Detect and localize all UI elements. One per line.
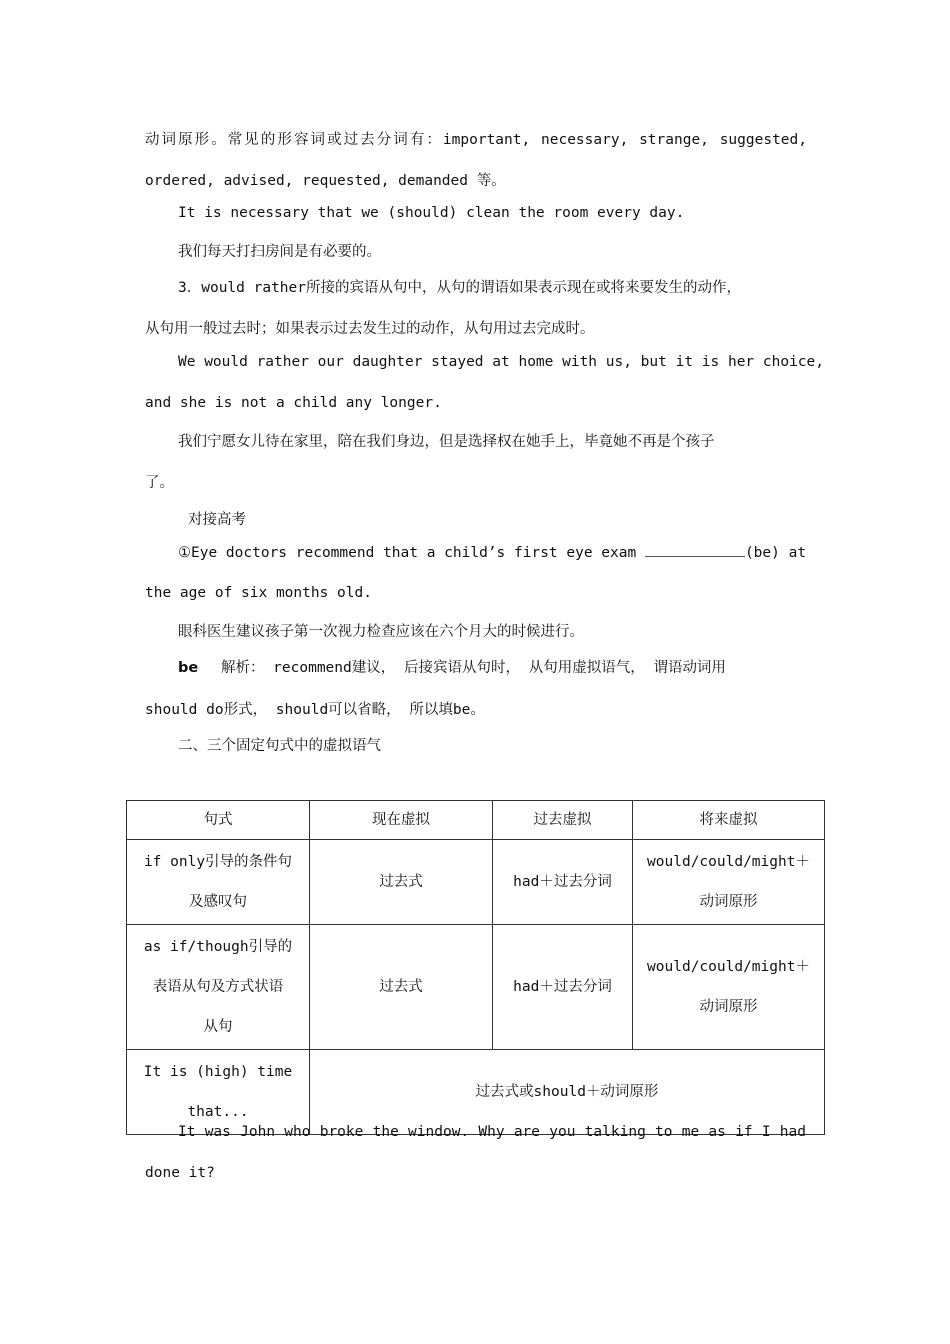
example-sentence-2-line-2: and she is not a child any longer. (145, 395, 442, 411)
cell-line: 从句 (203, 1019, 233, 1035)
cell-pattern (127, 1050, 310, 1135)
cell-past: had＋过去分词 (493, 840, 633, 925)
exercise-question-line-2: the age of six months old. (145, 585, 372, 601)
table-row (127, 840, 825, 925)
example-sentence-3-line-2: done it? (145, 1165, 215, 1181)
example-sentence-3-line-1: It was John who broke the window. Why are you talking to me as if I had (178, 1124, 806, 1140)
cell-line: that... (187, 1104, 249, 1120)
cell-line: as if/though引导的 (143, 939, 293, 955)
exercise-hint: (be) at (744, 545, 807, 561)
exercise-translation: 眼科医生建议孩子第一次视力检查应该在六个月大的时候进行。 (178, 624, 584, 640)
cell-line: 表语从句及方式状语 (152, 979, 284, 995)
cell-line: 动词原形 (699, 894, 758, 910)
cell-merged: 过去式或should＋动词原形 (310, 1050, 825, 1135)
exercise-answer: be (178, 660, 199, 676)
cell-line: would/could/might＋ (647, 854, 810, 870)
example-sentence-2-line-1: We would rather our daughter stayed at home with us, but it is her choice, (178, 354, 825, 370)
rule-3-line-1: 3．would rather所接的宾语从句中，从句的谓语如果表示现在或将来要发生的动作， (178, 280, 741, 296)
example-sentence-1: It is necessary that we (should) clean the room every day. (178, 205, 685, 221)
cell-future (633, 840, 825, 925)
exercise-analysis-line-2: should do形式， should可以省略， 所以填be。 (145, 702, 485, 718)
cell-line: 及感叹句 (189, 894, 247, 910)
text-line-1: 动词原形。常见的形容词或过去分词有：important, necessary, strange, suggested, (145, 132, 807, 148)
header-past: 过去虚拟 (493, 801, 633, 840)
translation-1: 我们每天打扫房间是有必要的。 (178, 244, 381, 260)
cell-line: would/could/might＋ (647, 959, 810, 975)
header-present: 现在虚拟 (310, 801, 493, 840)
cell-past: had＋过去分词 (493, 925, 633, 1050)
cell-pattern (127, 925, 310, 1050)
header-pattern: 句式 (127, 801, 310, 840)
section-label-gaokao: 对接高考 (188, 512, 246, 528)
cell-line: if only引导的条件句 (143, 854, 293, 870)
table-row (127, 1050, 825, 1135)
cell-line: It is (high) time (143, 1064, 293, 1080)
cell-future (633, 925, 825, 1050)
table-row (127, 925, 825, 1050)
exercise-analysis-text: 解析： recommend建议， 后接宾语从句时， 从句用虚拟语气， 谓语动词用 (220, 660, 726, 676)
translation-2-line-2: 了。 (145, 475, 174, 491)
cell-pattern (127, 840, 310, 925)
cell-present: 过去式 (310, 925, 493, 1050)
exercise-question-line-1 (178, 544, 806, 561)
table-header-row (127, 801, 825, 840)
cell-line: 动词原形 (699, 999, 758, 1015)
translation-2-line-1: 我们宁愿女儿待在家里，陪在我们身边，但是选择权在她手上，毕竟她不再是个孩子 (178, 434, 715, 450)
answer-blank (645, 544, 745, 557)
exercise-question-text: ①Eye doctors recommend that a child’s first eye exam (178, 545, 637, 561)
exercise-analysis-line-1 (178, 656, 726, 677)
subjunctive-table (126, 800, 825, 1135)
header-future: 将来虚拟 (633, 801, 825, 840)
section-heading-2: 二、三个固定句式中的虚拟语气 (178, 738, 381, 754)
cell-present: 过去式 (310, 840, 493, 925)
text-line-2: ordered, advised, requested, demanded 等。 (145, 173, 506, 189)
rule-3-line-2: 从句用一般过去时；如果表示过去发生过的动作，从句用过去完成时。 (145, 321, 595, 337)
